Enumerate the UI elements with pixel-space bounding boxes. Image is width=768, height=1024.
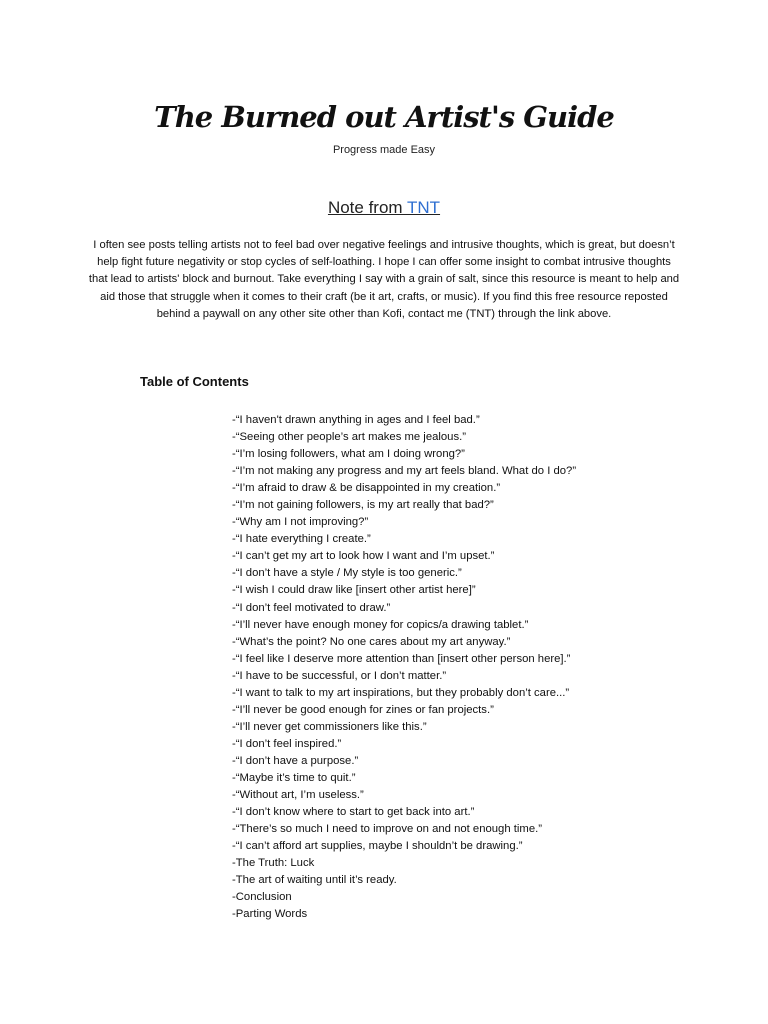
toc-item: -The art of waiting until it’s ready. bbox=[232, 874, 397, 887]
toc-item: -“I want to talk to my art inspirations, but they probably don’t care...” bbox=[232, 686, 570, 699]
document-subtitle: Progress made Easy bbox=[332, 144, 436, 156]
toc-item: -“I can’t afford art supplies, maybe I shouldn’t be drawing.” bbox=[232, 840, 523, 853]
toc-item: -Parting Words bbox=[232, 908, 308, 921]
toc-item: -“I’m not gaining followers, is my art really that bad?” bbox=[232, 499, 494, 512]
toc-item: -“I’m losing followers, what am I doing wrong?” bbox=[232, 448, 465, 461]
toc-item: -Conclusion bbox=[232, 891, 292, 904]
toc-item: -“I can’t get my art to look how I want and I’m upset.” bbox=[232, 550, 495, 563]
toc-item: -“I don’t have a style / My style is too generic.” bbox=[232, 567, 462, 580]
toc-list bbox=[232, 412, 576, 923]
toc-item: -“I’m afraid to draw & be disappointed in my creation.” bbox=[232, 482, 501, 495]
toc-item: -“I’ll never have enough money for copics/a drawing tablet.” bbox=[232, 618, 529, 631]
toc-item: -“I’ll never get commissioners like this.” bbox=[232, 720, 427, 733]
toc-item: -The Truth: Luck bbox=[232, 857, 315, 870]
toc-item: -“Without art, I’m useless.” bbox=[232, 789, 364, 802]
toc-item: -“I don’t feel motivated to draw.” bbox=[232, 601, 391, 614]
toc-item: -“I’ll never be good enough for zines or fan projects.” bbox=[232, 703, 494, 716]
toc-item: -“I don’t know where to start to get back into art.” bbox=[232, 806, 475, 819]
toc-item: -“What’s the point? No one cares about my art anyway.” bbox=[232, 635, 511, 648]
toc-item: -“Maybe it’s time to quit.” bbox=[232, 771, 356, 784]
note-heading bbox=[0, 198, 768, 218]
toc-heading: Table of Contents bbox=[140, 374, 249, 389]
toc-item: -“Seeing other people’s art makes me jealous.” bbox=[232, 431, 467, 444]
toc-item: -“I don’t have a purpose.” bbox=[232, 754, 359, 767]
note-heading-prefix: Note from bbox=[327, 198, 407, 217]
intro-paragraph: I often see posts telling artists not to feel bad over negative feelings and intrusive thoughts, which is great, but doesn’t help fight future negativity or stop cycles of self-loathing. I hope I can offer some insight to combat intrusive thoughts that lead to artists' block and burnout. Take everything I say with a grain of salt, since this resource is meant to help and aid those that struggle when it comes to their craft (be it art, crafts, or music). If you find this free resource reposted behind a paywall on any other site other than Kofi, contact me (TNT) through the link above. bbox=[88, 239, 680, 320]
toc-item: -“Why am I not improving?” bbox=[232, 516, 369, 529]
toc-item: -“I don’t feel inspired.” bbox=[232, 737, 342, 750]
document-title: The Burned out Artist's Guide bbox=[154, 100, 614, 134]
tnt-link[interactable]: TNT bbox=[407, 198, 441, 217]
toc-item: -“I wish I could draw like [insert other artist here]” bbox=[232, 584, 476, 597]
toc-item: -“I hate everything I create.” bbox=[232, 533, 371, 546]
toc-item: -“There’s so much I need to improve on and not enough time.” bbox=[232, 823, 542, 836]
toc-item: -“I haven't drawn anything in ages and I feel bad.” bbox=[232, 414, 480, 426]
toc-item: -“I’m not making any progress and my art feels bland. What do I do?” bbox=[232, 465, 577, 478]
toc-item: -“I have to be successful, or I don’t matter.” bbox=[232, 669, 447, 682]
toc-item: -“I feel like I deserve more attention than [insert other person here].” bbox=[232, 652, 571, 665]
